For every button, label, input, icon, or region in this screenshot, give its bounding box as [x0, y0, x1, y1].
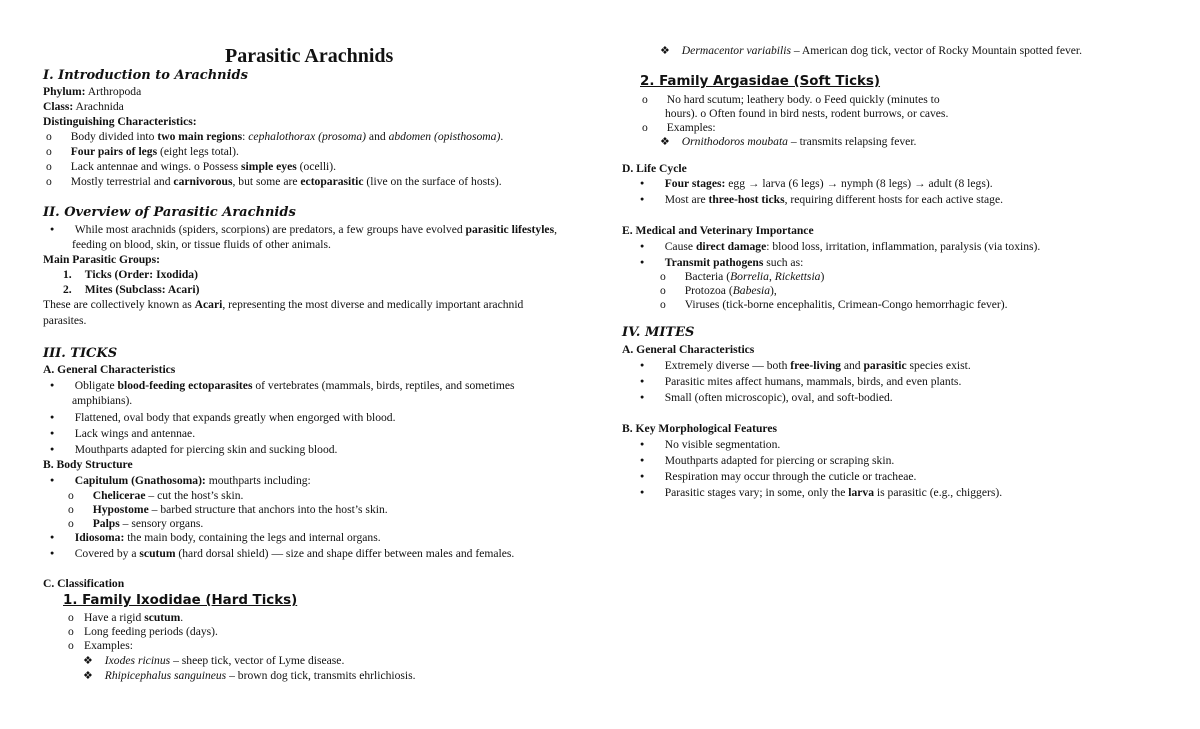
text: Body divided into: [70, 130, 158, 143]
text: Chelicerae: [92, 489, 146, 502]
bullet-marker: [640, 454, 656, 469]
text: Respiration may occur through the cuticle or tracheae.: [664, 470, 917, 483]
text: (hard dorsal shield) — size and shape differ between males and females.: [175, 547, 515, 560]
list-item: [50, 223, 557, 238]
text: free-living: [790, 359, 841, 372]
text: Acari: [194, 298, 223, 311]
text: – sheep tick, vector of Lyme disease.: [170, 654, 345, 667]
text: Have a rigid: [84, 611, 145, 624]
bullet-marker: [640, 375, 656, 390]
family-ixodidae-heading: 1. Family Ixodidae (Hard Ticks): [63, 593, 298, 608]
text: Rhipicephalus sanguineus: [104, 669, 227, 682]
list-item: [640, 256, 803, 271]
text: No visible segmentation.: [664, 438, 781, 451]
list-item: [46, 130, 503, 144]
bullet-marker: [640, 240, 656, 255]
text: Hypostome: [92, 503, 149, 516]
text: Mouthparts adapted for piercing or scraping skin.: [664, 454, 895, 467]
text: and: [840, 359, 864, 372]
bullet-marker: [642, 93, 658, 107]
text: Ticks (Order: Ixodida): [84, 268, 198, 281]
list-item: [640, 454, 894, 469]
list-item: [640, 486, 1002, 501]
bullet-marker: [640, 486, 656, 501]
text: ,: [768, 270, 775, 283]
number: 1.: [63, 268, 72, 281]
bullet-marker: [68, 489, 84, 503]
text: Ornithodoros moubata: [681, 135, 788, 148]
list-item: [640, 470, 916, 485]
text: Examples:: [84, 639, 133, 652]
bullet-marker: [640, 193, 656, 208]
list-item: [640, 391, 893, 406]
class-value: Arachnida: [75, 100, 124, 113]
list-item: [640, 438, 780, 453]
bullet-marker: [50, 474, 66, 489]
list-item: [68, 625, 218, 639]
sub-list-item: [68, 517, 203, 531]
text: Covered by a: [74, 547, 140, 560]
text: (eight legs total).: [157, 145, 239, 158]
bullet-marker: [660, 298, 676, 312]
text: simple eyes: [241, 160, 297, 173]
class-line: [43, 100, 124, 114]
bullet-marker: [50, 531, 66, 546]
text: ectoparasitic: [300, 175, 364, 188]
text: Borrelia: [730, 270, 769, 283]
text: Small (often microscopic), oval, and soft-bodied.: [664, 391, 893, 404]
bullet-marker: [642, 121, 658, 135]
list-item: [640, 177, 993, 192]
text: direct damage: [695, 240, 767, 253]
bullet-marker: [640, 359, 656, 374]
class-label: Class:: [43, 100, 74, 113]
bullet-marker: [68, 639, 84, 653]
page-title: Parasitic Arachnids: [225, 45, 394, 67]
text: ): [820, 270, 825, 283]
text: and: [366, 130, 389, 143]
text: Extremely diverse — both: [664, 359, 791, 372]
bullet-marker: [68, 503, 84, 517]
text: Four stages:: [664, 177, 726, 190]
group-item: [63, 268, 198, 282]
text: Long feeding periods (days).: [84, 625, 218, 638]
text: :: [242, 130, 249, 143]
text: Four pairs of legs: [70, 145, 158, 158]
body-structure-label: B. Body Structure: [43, 458, 133, 471]
text: , representing the most diverse and medically important arachnid: [222, 298, 524, 311]
text: Ixodes ricinus: [104, 654, 171, 667]
list-item: [50, 547, 514, 562]
text: Idiosoma:: [74, 531, 125, 544]
text: Bacteria (: [684, 270, 731, 283]
list-item: [50, 531, 381, 546]
list-item: [50, 427, 195, 442]
text: – brown dog tick, transmits ehrlichiosis.: [226, 669, 416, 682]
text: – transmits relapsing fever.: [787, 135, 917, 148]
list-item: [50, 474, 311, 489]
text: larva: [848, 486, 874, 499]
example-item: [83, 654, 344, 668]
acari-note: [43, 298, 523, 312]
text: Rickettsia: [774, 270, 821, 283]
morphology-label: B. Key Morphological Features: [622, 422, 777, 435]
text: Mites (Subclass: Acari): [84, 283, 200, 296]
text: – American dog tick, vector of Rocky Mountain spotted fever.: [790, 44, 1083, 57]
bullet-marker: [640, 470, 656, 485]
text: Lack wings and antennae.: [74, 427, 196, 440]
list-item: [640, 193, 1003, 208]
text: the main body, containing the legs and internal organs.: [124, 531, 381, 544]
diamond-bullet-icon: [660, 44, 676, 58]
life-cycle-label: D. Life Cycle: [622, 162, 687, 175]
diamond-bullet-icon: [83, 669, 99, 683]
text: – sensory organs.: [119, 517, 204, 530]
phylum-label: Phylum:: [43, 85, 86, 98]
text: , requiring different hosts for each active stage.: [784, 193, 1003, 206]
sub-list-item: [660, 270, 824, 284]
text: mouthparts including:: [205, 474, 311, 487]
text: scutum: [139, 547, 176, 560]
list-item: [640, 375, 961, 390]
acari-note-continuation: parasites.: [43, 314, 87, 327]
text: Palps: [92, 517, 120, 530]
text: of vertebrates (mammals, birds, reptiles, and sometimes: [252, 379, 515, 392]
text: (live on the surface of hosts).: [363, 175, 502, 188]
classification-label: C. Classification: [43, 577, 125, 590]
mites-general-label: A. General Characteristics: [622, 343, 755, 356]
text: Cause: [664, 240, 696, 253]
text: Lack antennae and wings. o Possess: [70, 160, 242, 173]
text: abdomen (opisthosoma): [388, 130, 501, 143]
phylum-value: Arthropoda: [87, 85, 142, 98]
text: ),: [770, 284, 777, 297]
bullet-marker: [50, 379, 66, 394]
group-item: [63, 283, 199, 297]
list-item: [640, 240, 1040, 255]
list-item: [46, 160, 336, 174]
diamond-bullet-icon: [83, 654, 99, 668]
section-intro-heading: I. Introduction to Arachnids: [43, 68, 248, 83]
bullet-marker: [68, 517, 84, 531]
text: – barbed structure that anchors into the host’s skin.: [148, 503, 388, 516]
sub-list-item: [660, 284, 777, 298]
text: parasitic lifestyles: [465, 223, 555, 236]
text: Babesia: [732, 284, 771, 297]
text: Viruses (tick-borne encephalitis, Crimean-Congo hemorrhagic fever).: [684, 298, 1008, 311]
list-item: [46, 145, 239, 159]
text: .: [500, 130, 504, 143]
text: two main regions: [157, 130, 243, 143]
bullet-marker: [50, 411, 66, 426]
bullet-marker: [50, 427, 66, 442]
text: scutum: [144, 611, 181, 624]
list-item: [50, 443, 337, 458]
bullet-marker: [660, 270, 676, 284]
bullet-marker: [50, 223, 66, 238]
bullet-marker: [50, 547, 66, 562]
text: such as:: [763, 256, 804, 269]
text: Flattened, oval body that expands greatly when engorged with blood.: [74, 411, 396, 424]
family-argasidae-heading: 2. Family Argasidae (Soft Ticks): [640, 74, 881, 89]
bullet-marker: [46, 175, 62, 189]
text: egg → larva (6 legs) → nymph (8 legs) → adult (8 legs).: [725, 177, 993, 190]
example-item: [660, 135, 916, 149]
text: Mouthparts adapted for piercing skin and sucking blood.: [74, 443, 338, 456]
example-item: [660, 44, 1082, 58]
bullet-marker: [46, 145, 62, 159]
text: (ocelli).: [296, 160, 337, 173]
text: Mostly terrestrial and: [70, 175, 174, 188]
bullet-marker: [640, 256, 656, 271]
ticks-general-label: A. General Characteristics: [43, 363, 176, 376]
text: cephalothorax (prosoma): [248, 130, 367, 143]
text: While most arachnids (spiders, scorpions) are predators, a few groups have evolved: [74, 223, 466, 236]
text: Dermacentor variabilis: [681, 44, 791, 57]
list-item: [68, 611, 183, 625]
text: blood-feeding ectoparasites: [117, 379, 253, 392]
text: , but some are: [232, 175, 301, 188]
text: parasitic: [863, 359, 907, 372]
phylum-line: [43, 85, 141, 99]
text: Capitulum (Gnathosoma):: [74, 474, 206, 487]
bullet-marker: [660, 284, 676, 298]
text: Most are: [664, 193, 709, 206]
bullet-marker: [50, 443, 66, 458]
bullet-marker: [640, 177, 656, 192]
text: These are collectively known as: [43, 298, 195, 311]
groups-label: Main Parasitic Groups:: [43, 253, 161, 266]
example-item: [83, 669, 416, 683]
text: three-host ticks: [708, 193, 785, 206]
bullet-marker: [68, 625, 84, 639]
list-item-continuation: amphibians).: [72, 394, 133, 407]
text: .: [180, 611, 184, 624]
list-item: [68, 639, 133, 653]
text: No hard scutum; leathery body. o Feed quickly (minutes to: [666, 93, 940, 106]
text: – cut the host’s skin.: [145, 489, 244, 502]
bullet-marker: [46, 130, 62, 144]
list-item-continuation: hours). o Often found in bird nests, rodent burrows, or caves.: [665, 107, 949, 120]
bullet-marker: [46, 160, 62, 174]
medical-importance-label: E. Medical and Veterinary Importance: [622, 224, 814, 237]
text: : blood loss, irritation, inflammation, paralysis (via toxins).: [766, 240, 1041, 253]
list-item: [50, 379, 515, 394]
list-item: [640, 359, 971, 374]
text: species exist.: [906, 359, 971, 372]
text: is parasitic (e.g., chiggers).: [874, 486, 1003, 499]
text: Transmit pathogens: [664, 256, 764, 269]
text: Parasitic stages vary; in some, only the: [664, 486, 849, 499]
sub-list-item: [68, 489, 243, 503]
sub-list-item: [660, 298, 1008, 312]
section-ticks-heading: III. TICKS: [43, 346, 118, 361]
section-overview-heading: II. Overview of Parasitic Arachnids: [43, 205, 296, 220]
text: Obligate: [74, 379, 118, 392]
bullet-marker: [640, 391, 656, 406]
bullet-marker: [68, 611, 84, 625]
dist-label: Distinguishing Characteristics:: [43, 115, 197, 128]
text: Parasitic mites affect humans, mammals, birds, and even plants.: [664, 375, 962, 388]
section-mites-heading: IV. MITES: [622, 325, 695, 340]
text: carnivorous: [173, 175, 233, 188]
text: Protozoa (: [684, 284, 733, 297]
number: 2.: [63, 283, 72, 296]
text: Examples:: [666, 121, 716, 134]
list-item: [46, 175, 502, 189]
list-item: [50, 411, 396, 426]
text: ,: [554, 223, 557, 236]
bullet-marker: [640, 438, 656, 453]
list-item: [642, 93, 940, 107]
list-item: [642, 121, 716, 135]
list-item-continuation: feeding on blood, skin, or tissue fluids of other animals.: [72, 238, 331, 251]
diamond-bullet-icon: [660, 135, 676, 149]
sub-list-item: [68, 503, 388, 517]
